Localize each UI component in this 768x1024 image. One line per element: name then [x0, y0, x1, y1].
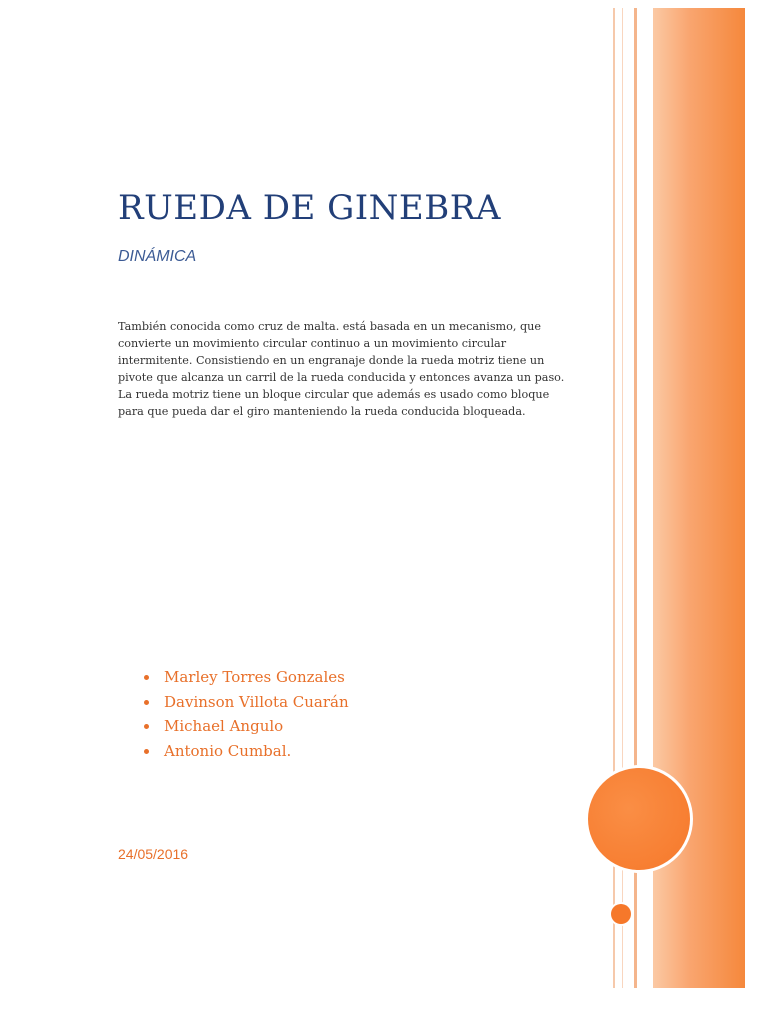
bullet-icon	[144, 724, 149, 729]
bullet-icon	[144, 675, 149, 680]
abstract-text: También conocida como cruz de malta. está basada en un mecanismo, que convierte un movimiento circular continuo a un movimiento circular intermitente. Consistiendo en un engranaje donde la rueda motriz tiene un pivote que alcanza un carril de la rueda conducida y entonces avanza un paso. La rueda motriz tiene un bloque circular que además es usado como bloque para que pueda dar el giro manteniendo la rueda conducida bloqueada.	[118, 320, 565, 418]
author-name: Michael Angulo	[164, 717, 284, 735]
author-name: Marley Torres Gonzales	[164, 668, 345, 686]
authors-list	[140, 665, 349, 763]
bullet-icon	[144, 700, 149, 705]
decorative-small-circle-fill	[611, 904, 631, 924]
bullet-icon	[144, 749, 149, 754]
document-title: RUEDA DE GINEBRA	[118, 188, 501, 228]
decorative-large-circle	[585, 765, 693, 873]
document-date: 24/05/2016	[118, 846, 189, 862]
author-name: Davinson Villota Cuarán	[164, 692, 349, 711]
author-item	[140, 739, 349, 764]
decorative-small-circle	[609, 902, 633, 926]
author-item	[140, 665, 349, 690]
author-item	[140, 714, 349, 739]
author-name: Antonio Cumbal.	[164, 741, 292, 760]
document-subtitle: DINÁMICA	[118, 248, 197, 265]
author-item	[140, 690, 349, 715]
decorative-large-circle-fill	[588, 768, 690, 870]
